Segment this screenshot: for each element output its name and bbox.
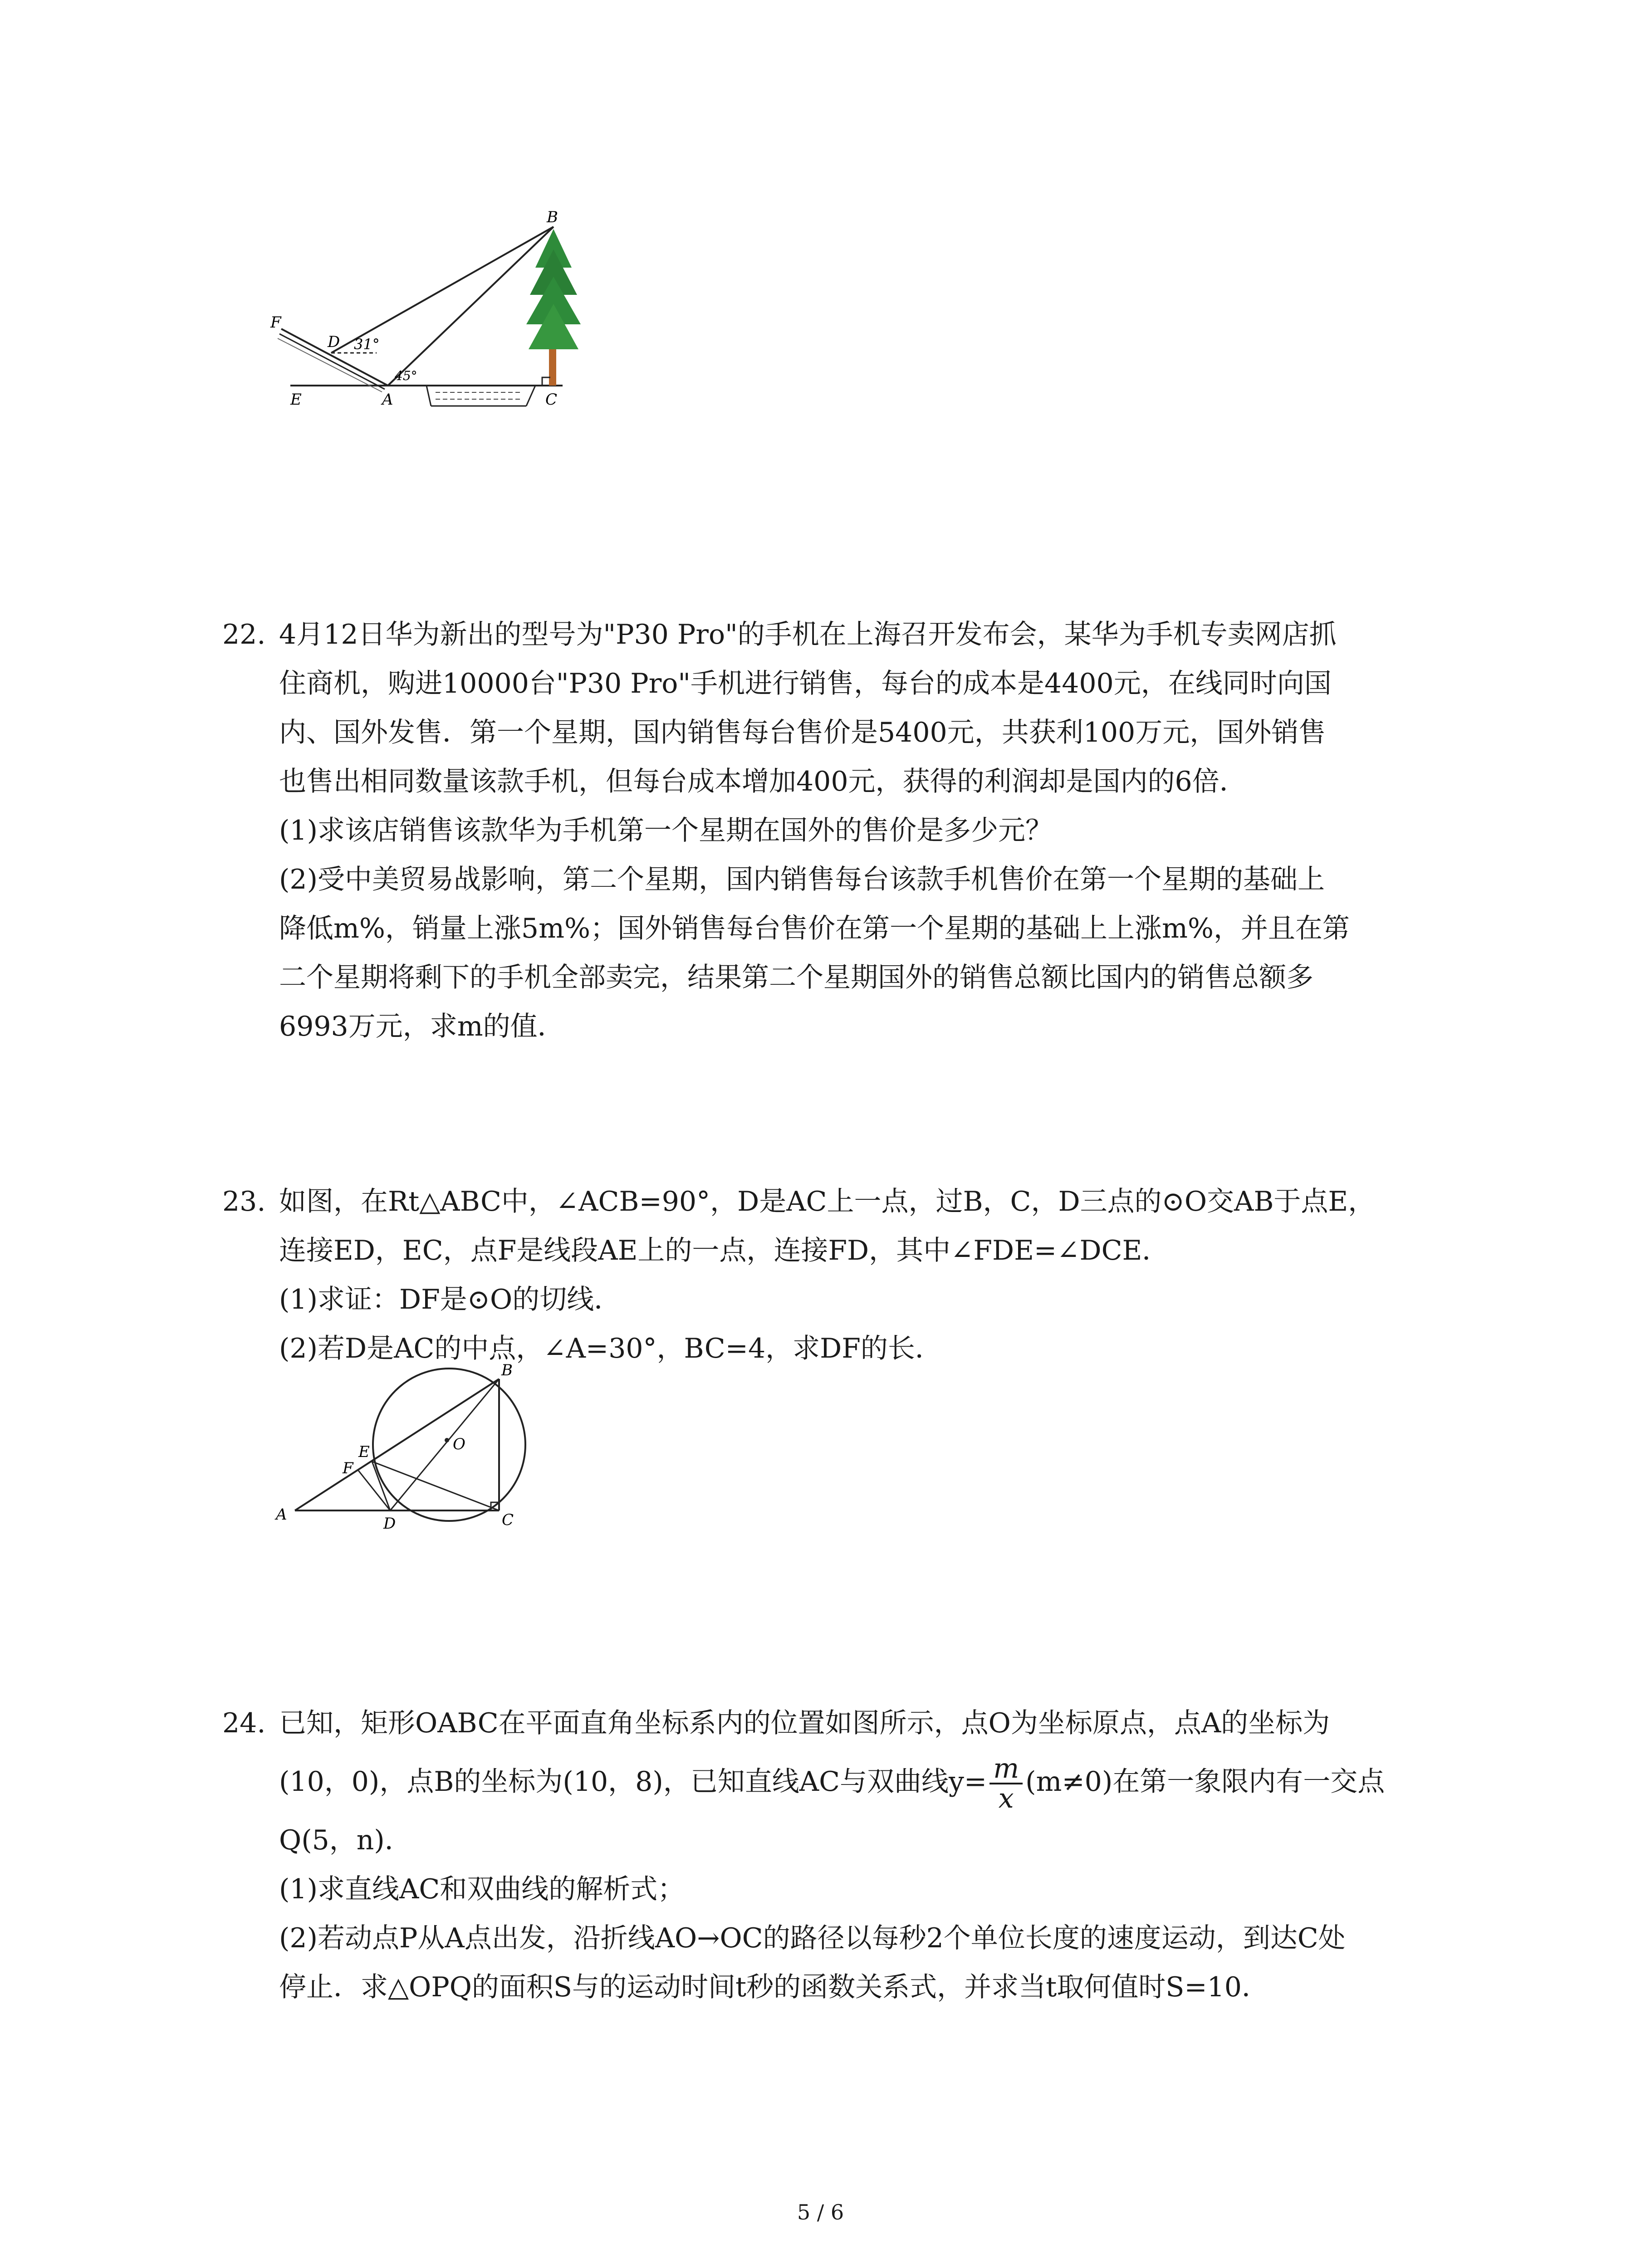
question-number: 22. (222, 619, 266, 650)
q22-line-9: 6993万元，求m的值． (279, 1011, 565, 1042)
fig23-label-o: O (453, 1435, 465, 1453)
fraction-denominator: x (998, 1783, 1014, 1815)
question-24 (222, 1699, 1456, 2012)
q23-line-3: (1)求证：DF是⊙O的切线． (279, 1284, 622, 1315)
fig23-label-e: E (358, 1443, 370, 1461)
q22-line-8: 二个星期将剩下的手机全部卖完，结果第二个星期国外的销售总额比国内的销售总额多 (279, 962, 1313, 993)
q22-line-6: (2)受中美贸易战影响，第二个星期，国内销售每台该款手机售价在第一个星期的基础上 (279, 864, 1325, 895)
fig21-label-e: E (290, 391, 302, 409)
fig21-label-a: A (382, 391, 393, 409)
fig21-label-f: F (270, 313, 281, 332)
question-number: 24. (222, 1707, 266, 1739)
fig23-label-f: F (343, 1459, 353, 1477)
question-22 (222, 610, 1456, 1051)
q24-line-1: 已知，矩形OABC在平面直角坐标系内的位置如图所示，点O为坐标原点，点A的坐标为 (279, 1707, 1330, 1739)
fig21-label-d: D (328, 333, 340, 351)
q22-line-4: 也售出相同数量该款手机，但每台成本增加400元，获得的利润却是国内的6倍． (279, 766, 1247, 797)
q24-line-2-post: (m≠0)在第一象限内有一交点 (1025, 1766, 1385, 1798)
q24-line-4: (1)求直线AC和双曲线的解析式； (279, 1873, 685, 1905)
q23-line-2: 连接ED，EC，点F是线段AE上的一点，连接FD，其中∠FDE=∠DCE． (279, 1235, 1170, 1266)
q24-line-3: Q(5，n)． (279, 1824, 412, 1856)
fig23-label-b: B (501, 1361, 513, 1379)
q22-line-3: 内、国外发售．第一个星期，国内销售每台售价是5400元，共获利100万元，国外销售 (279, 717, 1326, 748)
q24-line-5: (2)若动点P从A点出发，沿折线AO→OC的路径以每秒2个单位长度的速度运动，到达C处 (279, 1922, 1346, 1954)
fig21-angle-31: 31° (354, 336, 380, 353)
q24-line-2-pre: (10，0)，点B的坐标为(10，8)，已知直线AC与双曲线y= (279, 1766, 987, 1798)
question-number: 23. (222, 1186, 266, 1217)
fig23-label-d: D (383, 1515, 396, 1533)
q22-line-2: 住商机，购进10000台"P30 Pro"手机进行销售，每台的成本是4400元，在线同时向国 (279, 668, 1332, 699)
fraction-m-over-x (989, 1755, 1023, 1813)
tree-slope-figure (263, 209, 608, 417)
fig21-angle-45: 45° (395, 368, 417, 383)
fig23-label-a: A (276, 1505, 287, 1524)
fig21-label-c: C (545, 391, 558, 409)
page-number: 5 / 6 (797, 2200, 844, 2224)
question-23 (222, 1177, 1456, 1373)
q22-line-5: (1)求该店销售该款华为手机第一个星期在国外的售价是多少元？ (279, 815, 1053, 846)
q22-line-1: 4月12日华为新出的型号为"P30 Pro"的手机在上海召开发布会，某华为手机专卖网店抓 (279, 619, 1337, 650)
q24-line-6: 停止．求△OPQ的面积S与的运动时间t秒的函数关系式，并求当t取何值时S=10． (279, 1971, 1269, 2003)
fig21-label-b: B (547, 209, 558, 226)
q23-line-4: (2)若D是AC的中点，∠A=30°，BC=4，求DF的长． (279, 1333, 942, 1364)
q22-line-7: 降低m%，销量上涨5m%；国外销售每台售价在第一个星期的基础上上涨m%，并且在第 (279, 913, 1350, 944)
fig23-label-c: C (502, 1511, 514, 1529)
fraction-numerator: m (989, 1755, 1023, 1784)
q23-line-1: 如图，在Rt△ABC中，∠ACB=90°，D是AC上一点，过B，C，D三点的⊙O交AB于点E， (279, 1186, 1376, 1217)
circle-figure (268, 1361, 549, 1533)
